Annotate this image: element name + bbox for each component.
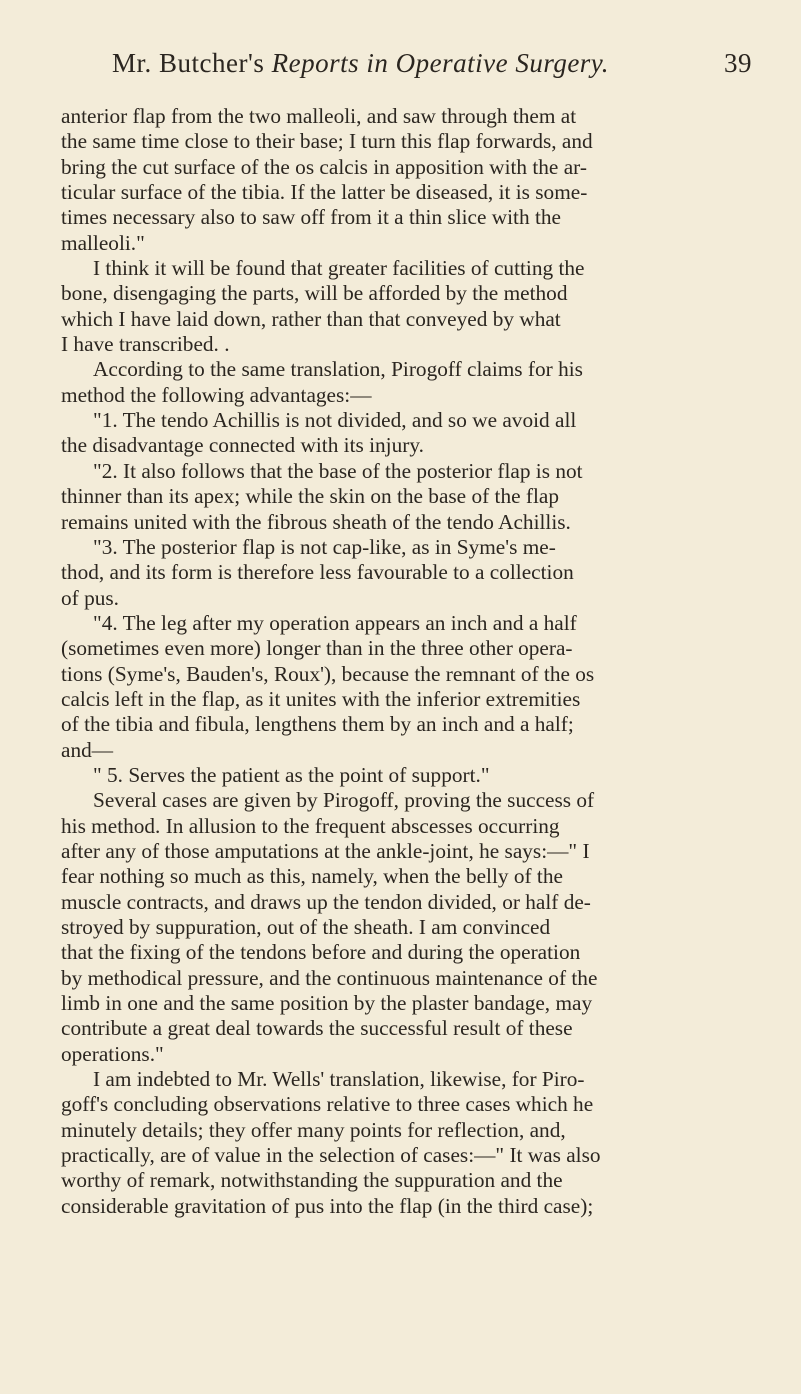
text-line: remains united with the fibrous sheath of the tendo Achillis. xyxy=(61,509,571,534)
text-line: ticular surface of the tibia. If the latter be diseased, it is some- xyxy=(61,180,588,205)
text-line: limb in one and the same position by the plaster bandage, may xyxy=(61,991,593,1016)
body-text xyxy=(61,104,754,1219)
text-line: thinner than its apex; while the skin on the base of the flap xyxy=(61,484,559,509)
text-line: "2. It also follows that the base of the posterior flap is not xyxy=(93,458,583,483)
text-line: "3. The posterior flap is not cap-like, as in Syme's me- xyxy=(93,534,556,559)
text-line: which I have laid down, rather than that conveyed by what xyxy=(61,306,561,331)
text-line: and— xyxy=(61,737,114,762)
text-line: calcis left in the flap, as it unites with the inferior extremities xyxy=(61,686,581,711)
text-line: I am indebted to Mr. Wells' translation, likewise, for Piro- xyxy=(93,1067,585,1092)
text-line: considerable gravitation of pus into the flap (in the third case); xyxy=(61,1193,594,1218)
text-line: by methodical pressure, and the continuous maintenance of the xyxy=(61,965,598,990)
running-title-plain: Mr. Butcher's xyxy=(112,48,272,78)
text-line: stroyed by suppuration, out of the sheath. I am convinced xyxy=(61,915,551,939)
text-line: times necessary also to saw off from it a thin slice with the xyxy=(61,205,561,230)
text-line: contribute a great deal towards the successful result of these xyxy=(61,1016,573,1041)
text-line: I think it will be found that greater facilities of cutting the xyxy=(93,256,585,281)
text-line: the disadvantage connected with its injury. xyxy=(61,433,424,458)
page-number: 39 xyxy=(724,48,752,78)
text-line: bone, disengaging the parts, will be afforded by the method xyxy=(61,281,568,306)
text-line: anterior flap from the two malleoli, and saw through them at xyxy=(61,104,577,128)
text-line: the same time close to their base; I turn this flap forwards, and xyxy=(61,129,593,154)
text-line: after any of those amputations at the ankle-joint, he says:—" I xyxy=(61,838,590,863)
text-line: method the following advantages:— xyxy=(61,382,372,407)
text-line: I have transcribed. . xyxy=(61,332,230,357)
text-line: bring the cut surface of the os calcis in apposition with the ar- xyxy=(61,154,587,179)
text-line: worthy of remark, notwithstanding the suppuration and the xyxy=(61,1168,563,1193)
text-line: that the fixing of the tendons before and during the operation xyxy=(61,940,581,965)
running-title-italic: Reports in Operative Surgery. xyxy=(271,48,610,78)
text-line: operations." xyxy=(61,1041,164,1066)
text-line: " 5. Serves the patient as the point of support." xyxy=(93,762,490,787)
text-line: of pus. xyxy=(61,585,119,610)
text-line: tions (Syme's, Bauden's, Roux'), because the remnant of the os xyxy=(61,661,595,686)
running-title xyxy=(112,48,609,79)
text-line: (sometimes even more) longer than in the three other opera- xyxy=(61,636,573,661)
running-header xyxy=(112,48,752,88)
text-line: of the tibia and fibula, lengthens them by an inch and a half; xyxy=(61,712,574,737)
text-line: "4. The leg after my operation appears an inch and a half xyxy=(93,610,577,635)
text-line: Several cases are given by Pirogoff, proving the success of xyxy=(93,788,595,813)
text-line: "1. The tendo Achillis is not divided, and so we avoid all xyxy=(93,408,577,433)
text-line: malleoli." xyxy=(61,230,145,255)
text-line: fear nothing so much as this, namely, when the belly of the xyxy=(61,864,563,889)
text-line: thod, and its form is therefore less favourable to a collection xyxy=(61,560,574,585)
text-line: practically, are of value in the selection of cases:—" It was also xyxy=(61,1143,601,1168)
text-line: his method. In allusion to the frequent abscesses occurring xyxy=(61,813,560,838)
text-line: muscle contracts, and draws up the tendon divided, or half de- xyxy=(61,889,591,914)
text-line: minutely details; they offer many points for reflection, and, xyxy=(61,1117,566,1142)
text-line: goff's concluding observations relative to three cases which he xyxy=(61,1092,594,1117)
text-line: According to the same translation, Pirogoff claims for his xyxy=(93,357,583,382)
